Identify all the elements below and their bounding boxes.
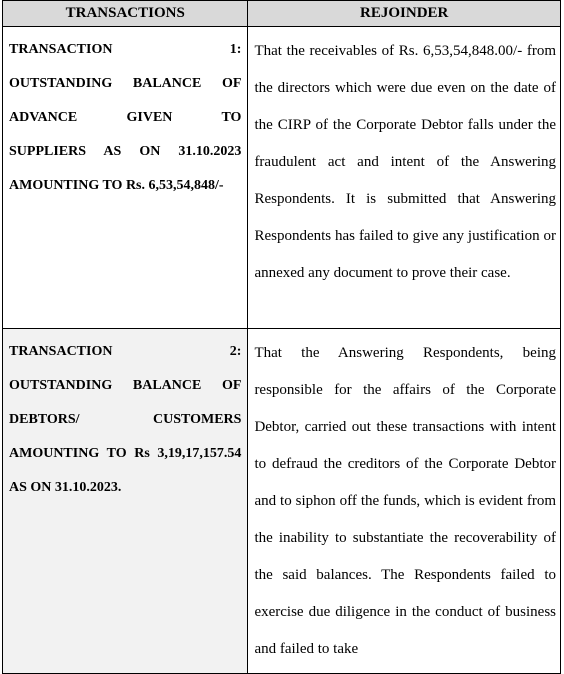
transaction-line: OUTSTANDING BALANCE OF xyxy=(9,378,242,393)
table-row xyxy=(3,27,561,329)
transaction-line: DEBTORS/ CUSTOMERS xyxy=(9,412,242,427)
header-rejoinder: REJOINDER xyxy=(248,1,561,27)
transaction-cell xyxy=(3,329,248,674)
rejoinder-text: That the receivables of Rs. 6,53,54,848.00/- from the directors which were due even on the date of the CIRP of the Corporate Debtor falls under the fraudulent act and intent of the Answering Respondents. It is submitted that Answering Respondents has failed to give any justification or annexed any document to prove their case. xyxy=(254,43,556,281)
transaction-line: AMOUNTING TO Rs. 6,53,54,848/- xyxy=(9,178,224,193)
transactions-table xyxy=(2,0,561,674)
transaction-line: TRANSACTION 1: xyxy=(9,42,242,57)
header-transactions: TRANSACTIONS xyxy=(3,1,248,27)
transaction-line: AS ON 31.10.2023. xyxy=(9,480,122,495)
table-row xyxy=(3,329,561,674)
transaction-line: AMOUNTING TO Rs 3,19,17,157.54 xyxy=(9,446,242,461)
rejoinder-cell xyxy=(248,329,561,674)
header-row xyxy=(3,1,561,27)
rejoinder-cell xyxy=(248,27,561,329)
transaction-line: ADVANCE GIVEN TO xyxy=(9,110,242,125)
transaction-line: OUTSTANDING BALANCE OF xyxy=(9,76,242,91)
transaction-line: TRANSACTION 2: xyxy=(9,344,242,359)
transaction-cell xyxy=(3,27,248,329)
transaction-line: SUPPLIERS AS ON 31.10.2023 xyxy=(9,144,242,159)
rejoinder-text: That the Answering Respondents, being responsible for the affairs of the Corporate Debtor, carried out these transactions with intent to defraud the creditors of the Corporate Debtor and to siphon off the funds, which is evident from the inability to substantiate the recoverability of the said balances. The Respondents failed to exercise due diligence in the conduct of business and failed to take xyxy=(254,345,556,657)
